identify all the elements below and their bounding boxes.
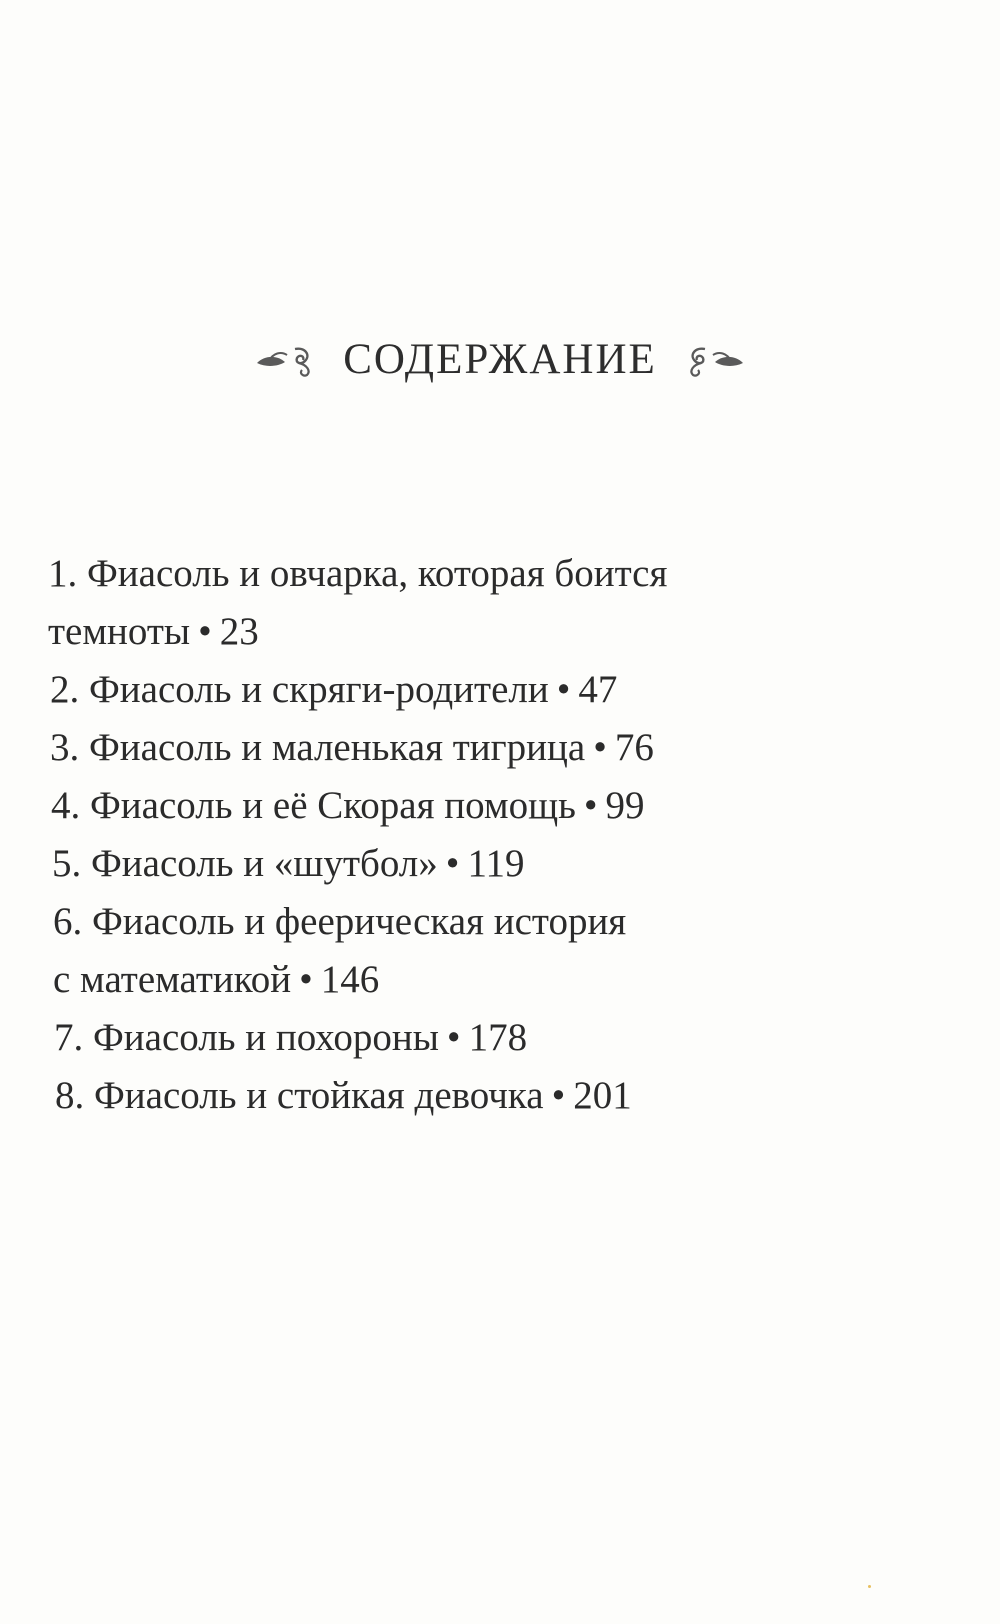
toc-entry-1[interactable] [48,545,928,661]
floral-flourish-icon [679,343,745,377]
toc-entry-2[interactable] [48,661,928,719]
table-of-contents [48,545,928,1125]
toc-entry-7[interactable] [48,1009,928,1067]
page-number: 76 [614,726,654,769]
page-separator: • [446,1016,461,1059]
page-number: 146 [320,958,380,1001]
chapter-number: 2. [50,668,80,711]
page-number: 119 [467,842,525,885]
chapter-title-continued: темноты [48,610,191,653]
contents-heading [0,338,1000,381]
paper-speck [868,1585,871,1588]
toc-entry-6[interactable] [48,893,928,1009]
contents-title: СОДЕРЖАНИЕ [343,336,657,383]
page-separator: • [445,842,460,885]
page-separator: • [198,610,212,653]
page-number: 201 [573,1074,632,1117]
chapter-title: Фиасоль и её Скорая помощь [90,784,576,827]
floral-flourish-icon [255,343,321,377]
page-number: 23 [219,610,259,653]
page-number: 47 [578,668,618,711]
chapter-number: 6. [53,900,83,943]
chapter-title: Фиасоль и стойкая девочка [94,1074,544,1117]
chapter-number: 7. [54,1016,84,1059]
chapter-title: Фиасоль и скряги-родители [89,668,549,711]
chapter-title: Фиасоль и маленькая тигрица [89,726,586,769]
page-number: 99 [605,784,645,827]
page-separator: • [551,1074,566,1117]
toc-entry-4[interactable] [48,777,928,835]
page-separator: • [299,958,313,1001]
chapter-title-continued: с математикой [53,958,292,1001]
page-separator: • [593,726,607,769]
page-number: 178 [468,1016,528,1059]
toc-entry-3[interactable] [48,719,928,777]
chapter-title: Фиасоль и овчарка, которая боится [87,552,668,595]
toc-entry-5[interactable] [48,835,928,893]
chapter-number: 8. [55,1074,85,1117]
chapter-number: 3. [50,726,80,769]
chapter-number: 4. [51,784,81,827]
chapter-title: Фиасоль и феерическая история [92,900,627,943]
chapter-title: Фиасоль и похороны [93,1016,439,1059]
chapter-number: 5. [52,842,82,885]
toc-entry-8[interactable] [48,1067,928,1125]
chapter-number: 1. [48,552,78,595]
chapter-title: Фиасоль и «шутбол» [91,842,438,885]
page-separator: • [556,668,571,711]
page-separator: • [583,784,598,827]
